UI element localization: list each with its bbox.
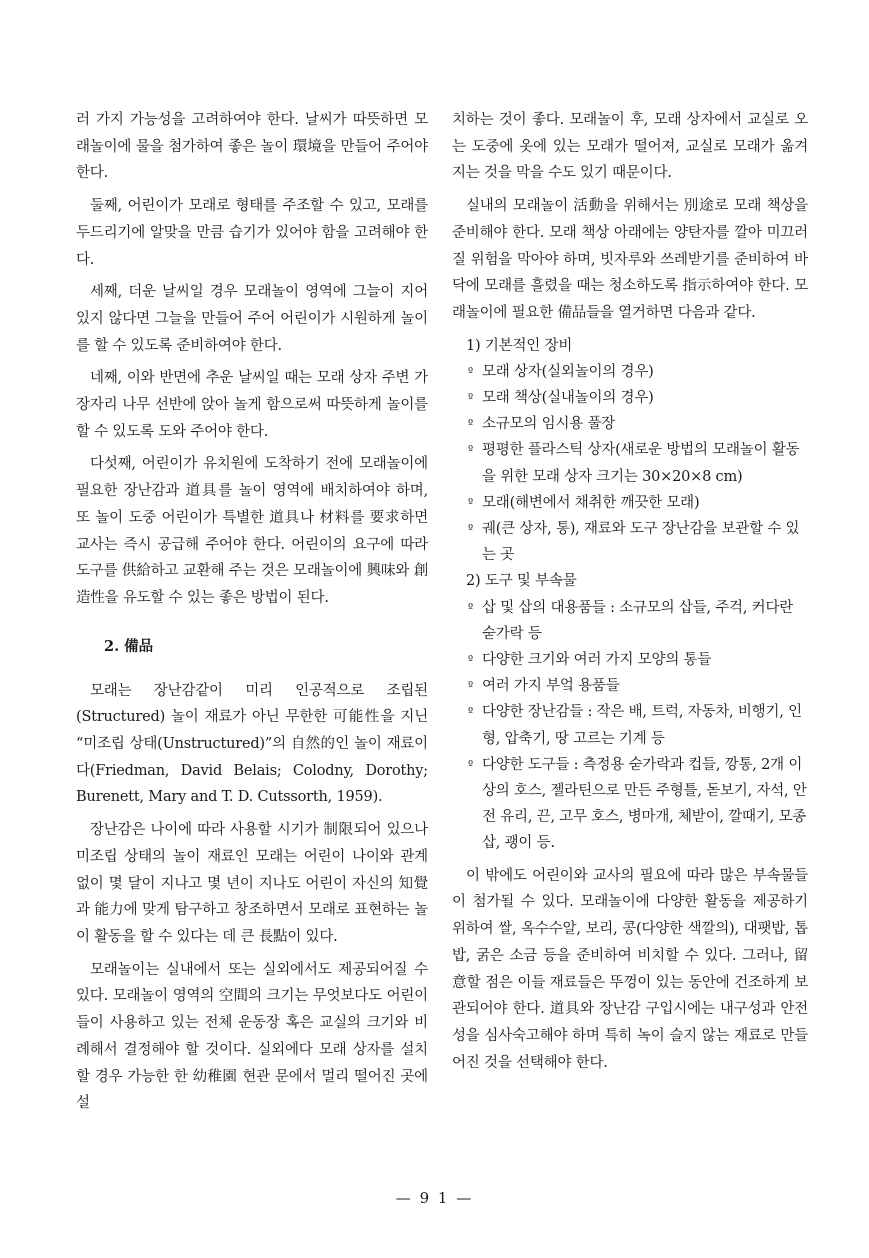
- bullet-icon: º: [468, 391, 473, 405]
- list-item: [452, 673, 808, 699]
- list-item-text: 다양한 도구들 : 측정용 숟가락과 컵들, 깡통, 2개 이상의 호스, 젤라틴으로 만든 주형틀, 돋보기, 자석, 안전 유리, 끈, 고무 호스, 병마개, 체받이, 깔때기, 모종삽, 괭이 등.: [482, 756, 807, 852]
- paragraph: 모래놀이는 실내에서 또는 실외에서도 제공되어질 수 있다. 모래놀이 영역의 空間의 크기는 무엇보다도 어린이들이 사용하고 있는 전체 운동장 혹은 교실의 크기와 비례해서 결정해야 할 것이다. 실외에다 모래 상자를 설치할 경우 가능한 한 幼稚園 현관 문에서 멀리 떨어진 곳에 설: [76, 961, 428, 1112]
- left-column: [76, 107, 428, 1123]
- list-item: [452, 411, 808, 437]
- right-column: [452, 107, 808, 1082]
- bullet-icon: º: [468, 600, 473, 614]
- list-heading: 2) 도구 및 부속물: [466, 573, 577, 590]
- paragraph: 다섯째, 어린이가 유치원에 도착하기 전에 모래놀이에 필요한 장난감과 道具를 놀이 영역에 배치하여야 하며, 또 놀이 도중 어린이가 특별한 道具나 材料를 要求하면 교사는 즉시 공급해 주어야 한다. 어린이의 요구에 따라 도구를 供給하고 교환해 주는 것은 모래놀이에 興味와 創造性을 유도할 수 있는 좋은 방법이 된다.: [76, 456, 428, 606]
- list-item: [452, 516, 808, 568]
- bullet-icon: º: [468, 364, 473, 378]
- list-item: [452, 490, 808, 516]
- paragraph: 둘째, 어린이가 모래로 형태를 주조할 수 있고, 모래를 두드리기에 알맞을 만큼 습기가 있어야 함을 고려해야 한다.: [76, 198, 428, 268]
- list-item: [452, 752, 808, 857]
- list-item: [452, 437, 808, 489]
- list-item-text: 삽 및 삽의 대용품들 : 소규모의 삽들, 주걱, 커다란 숟가락 등: [482, 599, 794, 642]
- bullet-icon: º: [468, 495, 473, 509]
- paragraph: 네째, 이와 반면에 추운 날씨일 때는 모래 상자 주변 가장자리 나무 선반에 앉아 놀게 함으로써 따뜻하게 놀이를 할 수 있도록 도와 주어야 한다.: [76, 370, 428, 440]
- bullet-icon: º: [468, 679, 473, 693]
- list-item-text: 소규모의 임시용 풀장: [482, 416, 616, 433]
- bullet-icon: º: [468, 653, 473, 667]
- list-heading: 1) 기본적인 장비: [466, 337, 573, 354]
- paragraph: 모래는 장난감같이 미리 인공적으로 조립된 (Structured) 놀이 재료가 아닌 무한한 可能性을 지닌 “미조립 상태(Unstructured)”의 自然的인 놀이 재료이다(Friedman, David Belais; Colodny, Dorothy; Burenett, Mary and T. D. Cutssorth, 1959).: [76, 682, 428, 806]
- paragraph: 치하는 것이 좋다. 모래놀이 후, 모래 상자에서 교실로 오는 도중에 옷에 있는 모래가 떨어져, 교실로 모래가 옮겨지는 것을 막을 수도 있기 때문이다.: [452, 112, 808, 182]
- list-item-text: 평평한 플라스틱 상자(새로운 방법의 모래놀이 활동을 위한 모래 상자 크기는 30×20×8 cm): [482, 442, 800, 485]
- list-item: [452, 595, 808, 647]
- page-number: — 9 1 —: [395, 1189, 474, 1207]
- paragraph: 러 가지 가능성을 고려하여야 한다. 날씨가 따뜻하면 모래놀이에 물을 첨가하여 좋은 놀이 環境을 만들어 주어야 한다.: [76, 112, 428, 182]
- bullet-icon: º: [468, 757, 473, 771]
- list-item-text: 모래 책상(실내놀이의 경우): [482, 390, 654, 407]
- list-item-text: 다양한 크기와 여러 가지 모양의 통들: [482, 652, 712, 669]
- list-item: [452, 647, 808, 673]
- list-item-text: 모래 상자(실외놀이의 경우): [482, 363, 654, 380]
- paragraph: 이 밖에도 어린이와 교사의 필요에 따라 많은 부속물들이 첨가될 수 있다. 모래놀이에 다양한 활동을 제공하기 위하여 쌀, 옥수수알, 보리, 콩(다양한 색깔의), 대팻밥, 톱밥, 굵은 소금 등을 준비하여 비치할 수 있다. 그러나, 留意할 점은 이들 재료들은 뚜껑이 있는 동안에 건조하게 보관되어야 한다. 道具와 장난감 구입시에는 내구성과 안전성을 심사숙고해야 하며 특히 녹이 슬지 않는 재료로 만들어진 것을 선택해야 한다.: [452, 867, 808, 1071]
- bullet-icon: º: [468, 522, 473, 536]
- paragraph: 세째, 더운 날씨일 경우 모래놀이 영역에 그늘이 지어 있지 않다면 그늘을 만들어 주어 어린이가 시원하게 놀이를 할 수 있도록 준비하여야 한다.: [76, 284, 428, 354]
- paragraph: 장난감은 나이에 따라 사용할 시기가 制限되어 있으나 미조립 상태의 놀이 재료인 모래는 어린이 나이와 관계 없이 몇 달이 지나고 몇 년이 지나도 어린이 자신의 知覺과 能力에 맞게 탐구하고 창조하면서 모래로 표현하는 놀이 활동을 할 수 있다는 데 큰 長點이 있다.: [76, 822, 428, 945]
- paragraph: 실내의 모래놀이 活動을 위해서는 別途로 모래 책상을 준비해야 한다. 모래 책상 아래에는 양탄자를 깔아 미끄러질 위험을 막아야 하며, 빗자루와 쓰레받기를 준비하여 바닥에 모래를 흘렸을 때는 청소하도록 指示하여야 한다. 모래놀이에 필요한 備品들을 열거하면 다음과 같다.: [452, 198, 808, 321]
- list-item: [452, 385, 808, 411]
- list-item: [452, 699, 808, 751]
- section-heading: 2. 備品: [104, 637, 154, 655]
- bullet-icon: º: [468, 443, 473, 457]
- list-item-text: 다양한 장난감들 : 작은 배, 트럭, 자동차, 비행기, 인형, 압축기, 땅 고르는 기계 등: [482, 704, 802, 747]
- list-item: [452, 359, 808, 385]
- bullet-icon: º: [468, 417, 473, 431]
- list-item-text: 모래(해변에서 채취한 깨끗한 모래): [482, 494, 700, 511]
- list-item-text: 궤(큰 상자, 통), 재료와 도구 장난감을 보관할 수 있는 곳: [482, 521, 800, 564]
- bullet-icon: º: [468, 705, 473, 719]
- list-item-text: 여러 가지 부엌 용품들: [482, 678, 620, 695]
